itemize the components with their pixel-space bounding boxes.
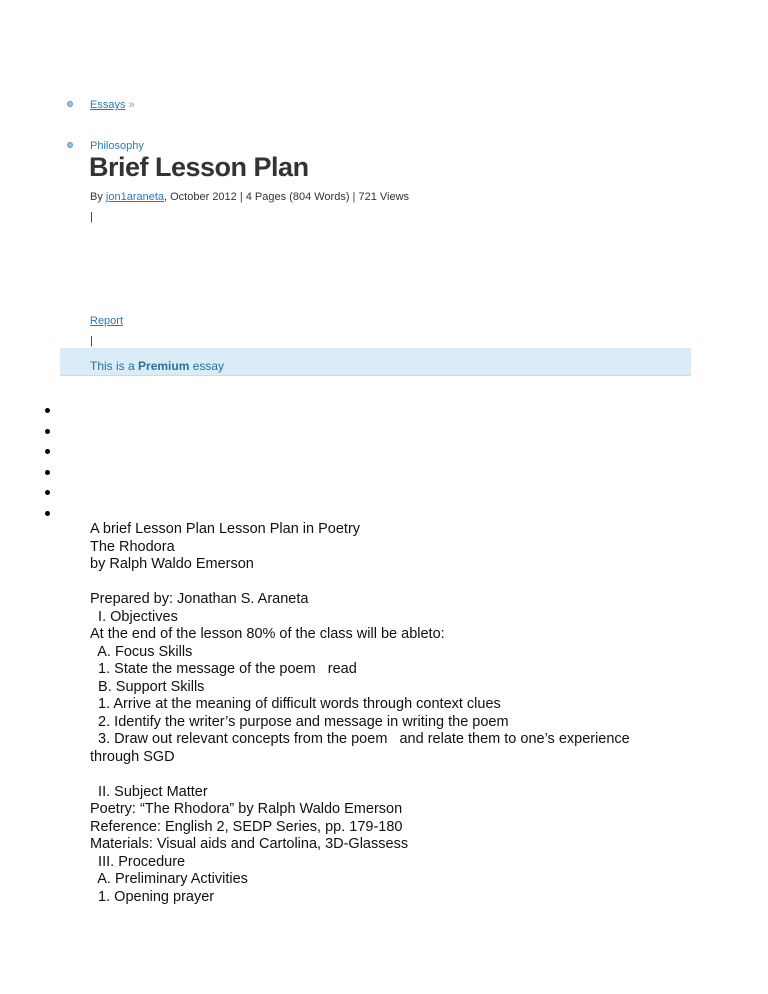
- breadcrumb-separator: »: [128, 99, 135, 111]
- list-bullet-icon: [45, 408, 50, 413]
- essay-line: Poetry: “The Rhodora” by Ralph Waldo Emerson: [90, 801, 403, 817]
- premium-notice: [90, 359, 224, 373]
- essay-line: [90, 766, 630, 784]
- essay-line: III. Procedure: [90, 853, 186, 870]
- essay-line: II. Subject Matter: [90, 783, 208, 800]
- list-bullet-icon: [45, 490, 50, 495]
- essay-line: A brief Lesson Plan Lesson Plan in Poetry: [90, 521, 361, 537]
- essay-line: B. Support Skills: [90, 678, 205, 695]
- essay-line: 1. Arrive at the meaning of difficult words through context clues: [90, 696, 501, 712]
- list-bullet-icon: [45, 429, 50, 434]
- premium-notice-bar: [60, 348, 691, 376]
- essay-line: through SGD: [90, 748, 175, 765]
- breadcrumb-item-essays: [90, 99, 135, 111]
- bullet-icon: [67, 101, 73, 107]
- breadcrumb-link-essays[interactable]: Essays: [90, 99, 126, 111]
- breadcrumb-item-philosophy: [90, 140, 144, 152]
- byline-prefix: By: [90, 191, 106, 203]
- essay-byline: [90, 191, 409, 203]
- essay-line: 3. Draw out relevant concepts from the poem and relate them to one’s experience: [90, 731, 630, 747]
- essay-line: 1. State the message of the poem read: [90, 661, 357, 677]
- essay-line: A. Preliminary Activities: [90, 871, 248, 887]
- premium-prefix: This is a: [90, 359, 139, 373]
- essay-line: The Rhodora: [90, 538, 175, 555]
- author-link[interactable]: jon1araneta: [105, 191, 165, 203]
- report-link[interactable]: [90, 315, 123, 327]
- list-bullet-icon: [45, 449, 50, 454]
- essay-line: Materials: Visual aids and Cartolina, 3D-Glassess: [90, 836, 409, 852]
- list-bullet-icon: [45, 470, 50, 475]
- breadcrumb-link-philosophy[interactable]: Philosophy: [90, 140, 144, 152]
- essay-line: 2. Identify the writer’s purpose and message in writing the poem: [90, 713, 509, 730]
- essay-line: by Ralph Waldo Emerson: [90, 556, 254, 572]
- essay-line: [90, 574, 630, 592]
- essay-line: A. Focus Skills: [90, 643, 193, 660]
- essay-body: [90, 521, 630, 906]
- essay-line: Reference: English 2, SEDP Series, pp. 179-180: [90, 818, 403, 835]
- essay-line: At the end of the lesson 80% of the class will be ableto:: [90, 626, 445, 642]
- premium-label: Premium: [138, 359, 190, 373]
- bullet-icon: [67, 142, 73, 148]
- list-bullet-icon: [45, 511, 50, 516]
- essay-line: 1. Opening prayer: [90, 888, 215, 905]
- separator-pipe: |: [90, 211, 93, 223]
- essay-line: Prepared by: Jonathan S. Araneta: [90, 591, 309, 607]
- byline-meta: , October 2012 | 4 Pages (804 Words) | 721 Views: [164, 191, 410, 203]
- essay-line: I. Objectives: [90, 608, 178, 625]
- premium-suffix: essay: [189, 359, 225, 373]
- separator-pipe-2: |: [90, 335, 93, 347]
- page-title: Brief Lesson Plan: [89, 152, 309, 182]
- report-link-label[interactable]: Report: [90, 315, 124, 327]
